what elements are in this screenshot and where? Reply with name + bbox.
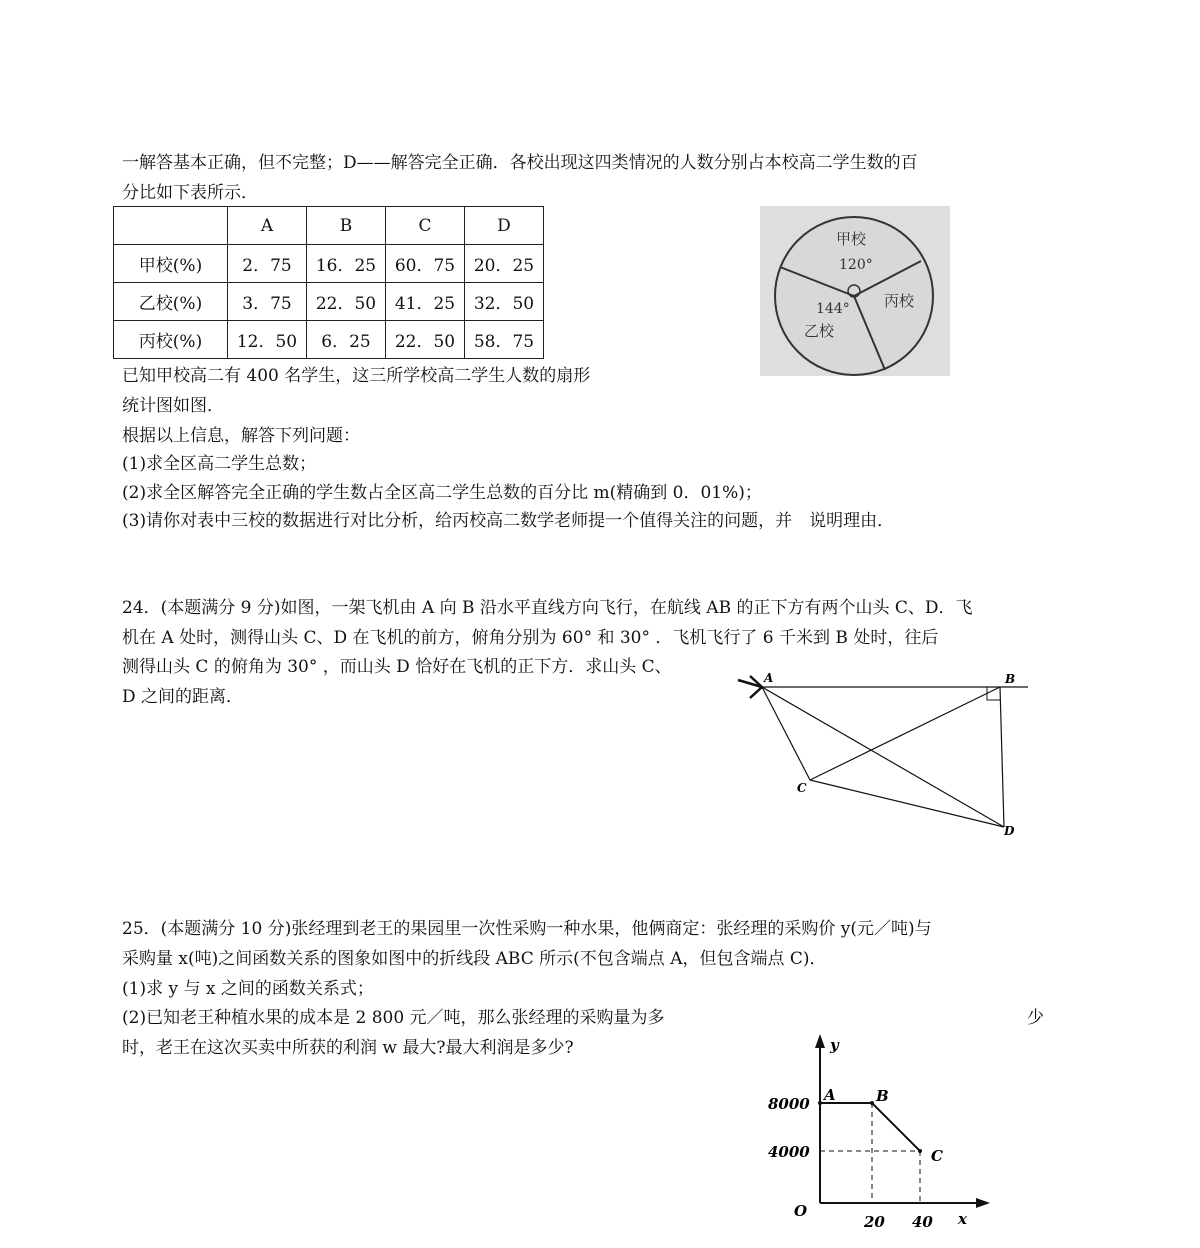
y-tick-8000: 8000 (768, 1095, 810, 1113)
q24-line3: 测得山头 C 的俯角为 30° ，而山头 D 恰好在飞机的正下方．求山头 C、 (122, 657, 672, 677)
pie-label-bing: 丙校 (884, 292, 915, 310)
table-cell: 22．50 (307, 283, 386, 321)
table-row (114, 283, 544, 321)
x-tick-20: 20 (864, 1213, 885, 1231)
airplane-figure (730, 668, 1035, 840)
q25-sub2-left: (2)已知老王种植水果的成本是 2 800 元／吨，那么张经理的采购量为多 (122, 1008, 665, 1028)
table-header-cell: D (465, 207, 544, 245)
table-cell: 3．75 (228, 283, 307, 321)
point-c (918, 1149, 922, 1153)
q23-intro-line1: 一解答基本正确，但不完整；D——解答完全正确．各校出现这四类情况的人数分别占本校高二学生数的百 (122, 153, 918, 173)
line-cb (810, 687, 1000, 780)
q25-sub1: (1)求 y 与 x 之间的函数关系式； (122, 979, 374, 999)
q23-sub1: (1)求全区高二学生总数； (122, 454, 317, 474)
table-cell: 20．25 (465, 245, 544, 283)
pie-label-jia: 甲校 (836, 230, 867, 248)
table-cell: 58．75 (465, 321, 544, 359)
label-c: C (931, 1147, 943, 1165)
table-header-cell (114, 207, 228, 245)
label-b: B (876, 1087, 889, 1105)
polyline-abc (820, 1103, 920, 1151)
pie-angle-yi: 144° (816, 301, 850, 317)
x-axis-arrow-icon (976, 1198, 990, 1208)
right-angle-mark (987, 687, 1000, 700)
table-cell: 22．50 (386, 321, 465, 359)
q24-line2: 机在 A 处时，测得山头 C、D 在飞机的前方，俯角分别为 60° 和 30° ．飞机飞行了 6 千米到 B 处时，往后 (122, 628, 939, 648)
line-cd (810, 780, 1004, 827)
airplane-icon (738, 676, 762, 698)
table-cell: 6．25 (307, 321, 386, 359)
price-graph (760, 1030, 1000, 1240)
table-cell: 2．75 (228, 245, 307, 283)
point-label-a: A (764, 671, 774, 685)
line-bd (1000, 687, 1004, 827)
table-cell: 41．25 (386, 283, 465, 321)
table-row (114, 321, 544, 359)
table-header-cell: C (386, 207, 465, 245)
table-row-label: 甲校(%) (114, 245, 228, 283)
q25-sub2 (122, 1007, 1044, 1029)
label-a: A (824, 1086, 836, 1104)
pie-angle-jia: 120° (839, 257, 873, 273)
point-b (870, 1101, 874, 1105)
q25-sub2-line2: 时，老王在这次买卖中所获的利润 w 最大?最大利润是多少? (122, 1038, 574, 1058)
q24-line4: D 之间的距离． (122, 687, 244, 707)
q25-sub2-right: 少 (1027, 1008, 1044, 1028)
y-axis-arrow-icon (815, 1034, 825, 1048)
point-label-b: B (1005, 672, 1016, 686)
q23-sub2: (2)求全区解答完全正确的学生数占全区高二学生总数的百分比 m(精确到 0．01%)； (122, 483, 762, 503)
table-header-row (114, 207, 544, 245)
q25-line1: 25．(本题满分 10 分)张经理到老王的果园里一次性采购一种水果，他俩商定：张经理的采购价 y(元／吨)与 (122, 919, 932, 939)
q23-prompt: 根据以上信息，解答下列问题： (122, 426, 360, 446)
school-pie-figure (760, 206, 950, 376)
table-cell: 32．50 (465, 283, 544, 321)
table-cell: 12．50 (228, 321, 307, 359)
y-tick-4000: 4000 (768, 1143, 810, 1161)
point-label-d: D (1004, 824, 1015, 838)
table-header-cell: B (307, 207, 386, 245)
percentage-table (113, 206, 544, 359)
table-row-label: 乙校(%) (114, 283, 228, 321)
q23-info-line2: 统计图如图． (122, 396, 224, 416)
point-a (818, 1101, 822, 1105)
table-cell: 60．75 (386, 245, 465, 283)
q23-sub3: (3)请你对表中三校的数据进行对比分析，给丙校高二数学老师提一个值得关注的问题，并 说明理由． (122, 511, 895, 531)
pie-label-yi: 乙校 (804, 322, 835, 340)
q24-line1: 24．(本题满分 9 分)如图，一架飞机由 A 向 B 沿水平直线方向飞行，在航线 AB 的正下方有两个山头 C、D．飞 (122, 598, 973, 618)
q25-line2: 采购量 x(吨)之间函数关系的图象如图中的折线段 ABC 所示(不包含端点 A，但包含端点 C)． (122, 949, 827, 969)
point-label-c: C (797, 781, 807, 795)
x-axis-label: x (958, 1210, 967, 1228)
x-tick-40: 40 (912, 1213, 933, 1231)
y-axis-label: y (830, 1036, 839, 1054)
q23-intro-line2: 分比如下表所示． (122, 183, 258, 203)
origin-label: O (794, 1202, 808, 1220)
table-row-label: 丙校(%) (114, 321, 228, 359)
table-cell: 16．25 (307, 245, 386, 283)
table-row (114, 245, 544, 283)
q23-info-line1: 已知甲校高二有 400 名学生，这三所学校高二学生人数的扇形 (122, 366, 591, 386)
table-header-cell: A (228, 207, 307, 245)
